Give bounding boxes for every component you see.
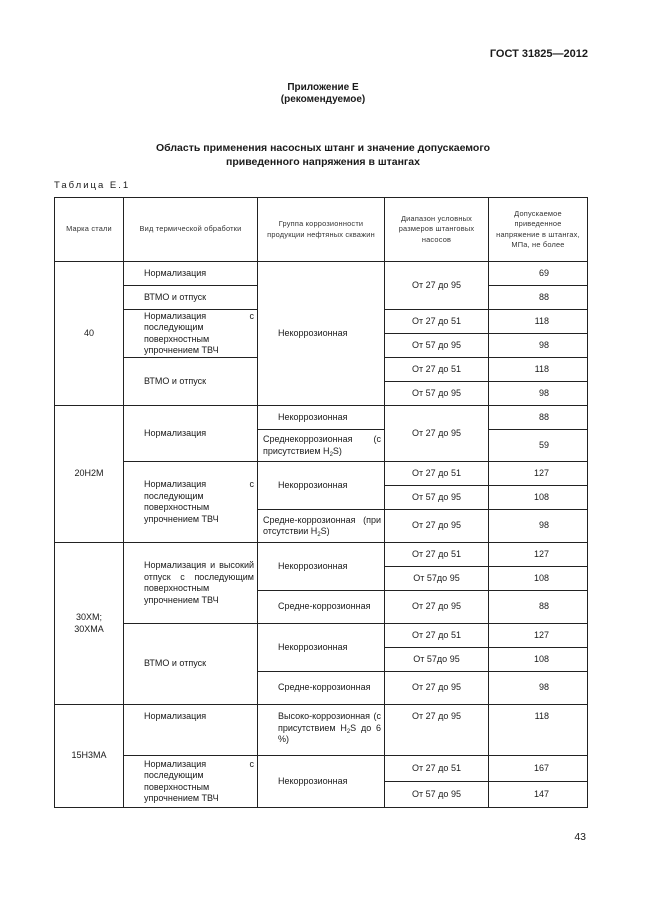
h2s-subscript: 2 — [346, 728, 351, 735]
section-title — [0, 141, 646, 169]
value-cell: 108 — [489, 486, 588, 510]
treatment-cell: ВТМО и отпуск — [124, 286, 258, 310]
range-cell: От 27 до 51 — [385, 624, 489, 648]
value-cell: 108 — [489, 567, 588, 591]
value-cell: 98 — [489, 382, 588, 406]
value-cell: 167 — [489, 756, 588, 782]
group-cell: Некоррозионная — [258, 543, 385, 591]
table-row — [55, 462, 588, 486]
header-corrosion-group: Группа коррозионности продукции нефтяных скважин — [258, 198, 385, 262]
treatment-cell: ВТМО и отпуск — [124, 358, 258, 406]
treatment-cell: Нормализация — [124, 406, 258, 462]
group-cell: Некоррозионная — [258, 262, 385, 406]
group-text-end: S) — [332, 445, 342, 456]
range-cell: От 27 до 95 — [385, 510, 489, 543]
group-text: Средне-коррозионная (при отсутствии H — [263, 514, 381, 536]
range-cell: От 27 до 95 — [385, 406, 489, 462]
value-cell: 98 — [489, 672, 588, 705]
treatment-cell: Нормализация с последующим поверхностным упрочнением ТВЧ — [124, 756, 258, 808]
range-cell: От 57 до 95 — [385, 382, 489, 406]
value-cell: 118 — [489, 310, 588, 334]
group-cell: Некоррозионная — [258, 624, 385, 672]
value-cell: 98 — [489, 334, 588, 358]
value-cell: 118 — [489, 705, 588, 756]
value-cell: 88 — [489, 406, 588, 430]
group-cell: Некоррозионная — [258, 406, 385, 430]
range-cell: От 27 до 95 — [385, 705, 489, 756]
range-cell: От 57до 95 — [385, 567, 489, 591]
value-cell: 118 — [489, 358, 588, 382]
range-cell: От 57 до 95 — [385, 782, 489, 808]
treatment-cell: Нормализация с последующим поверхностным упрочнением ТВЧ — [124, 310, 258, 358]
range-cell: От 27 до 95 — [385, 672, 489, 705]
range-cell: От 57 до 95 — [385, 486, 489, 510]
appendix-subtitle: (рекомендуемое) — [280, 94, 366, 105]
range-cell: От 27 до 95 — [385, 262, 489, 310]
treatment-cell: Нормализация и высокий отпуск с последующим поверхностным упрочнением ТВЧ — [124, 543, 258, 624]
range-cell: От 57 до 95 — [385, 334, 489, 358]
appendix-title: Приложение Е — [287, 82, 359, 93]
range-cell: От 27 до 95 — [385, 591, 489, 624]
grade-cell: 40 — [55, 262, 124, 406]
header-allowable-stress: Допускаемое приведенное напряжение в штангах, МПа, не более — [489, 198, 588, 262]
rod-application-table — [54, 197, 588, 808]
group-text-end: S) — [320, 526, 330, 536]
table-row — [55, 705, 588, 756]
grade-cell — [55, 543, 124, 705]
group-cell — [258, 705, 385, 756]
document-header: ГОСТ 31825—2012 — [489, 48, 588, 60]
h2s-subscript: 2 — [317, 532, 321, 538]
value-cell: 127 — [489, 624, 588, 648]
header-pump-range: Диапазон условных размеров штанговых насосов — [385, 198, 489, 262]
range-cell: От 27 до 51 — [385, 310, 489, 334]
treatment-cell: ВТМО и отпуск — [124, 624, 258, 705]
value-cell: 59 — [489, 430, 588, 462]
table-row — [55, 543, 588, 567]
table-row — [55, 406, 588, 430]
range-cell: От 27 до 51 — [385, 543, 489, 567]
table-row — [55, 624, 588, 648]
title-line-2: приведенного напряжения в штангах — [226, 156, 420, 168]
group-cell — [258, 430, 385, 462]
table-row — [55, 262, 588, 286]
group-cell: Некоррозионная — [258, 756, 385, 808]
value-cell: 98 — [489, 510, 588, 543]
header-heat-treatment: Вид термической обработки — [124, 198, 258, 262]
grade-line-1: 30ХМ; — [75, 612, 102, 622]
grade-cell: 20Н2М — [55, 406, 124, 543]
group-text: Высоко-коррозионная (с присутствием H — [278, 711, 381, 733]
table-caption: Таблица Е.1 — [54, 180, 131, 191]
title-line-1: Область применения насосных штанг и значение допускаемого — [156, 142, 490, 154]
value-cell: 147 — [489, 782, 588, 808]
grade-line-2: 30ХМА — [74, 623, 104, 634]
group-cell: Средне-коррозионная — [258, 591, 385, 624]
range-cell: От 27 до 51 — [385, 358, 489, 382]
group-text-end: S до 6 %) — [278, 722, 381, 744]
h2s-subscript: 2 — [329, 451, 333, 458]
value-cell: 108 — [489, 648, 588, 672]
treatment-cell: Нормализация — [124, 262, 258, 286]
treatment-cell: Нормализация с последующим поверхностным упрочнением ТВЧ — [124, 462, 258, 543]
header-steel-grade: Марка стали — [55, 198, 124, 262]
range-cell: От 27 до 51 — [385, 756, 489, 782]
table-header-row — [55, 198, 588, 262]
range-cell: От 27 до 51 — [385, 462, 489, 486]
value-cell: 127 — [489, 543, 588, 567]
group-text: Среднекоррозионная (с присутствием H — [263, 434, 381, 456]
value-cell: 88 — [489, 591, 588, 624]
group-cell — [258, 510, 385, 543]
grade-cell: 15Н3МА — [55, 705, 124, 808]
table-row — [55, 756, 588, 782]
value-cell: 127 — [489, 462, 588, 486]
treatment-cell: Нормализация — [124, 705, 258, 756]
value-cell: 88 — [489, 286, 588, 310]
group-cell: Некоррозионная — [258, 462, 385, 510]
range-cell: От 57до 95 — [385, 648, 489, 672]
group-cell: Средне-коррозионная — [258, 672, 385, 705]
value-cell: 69 — [489, 262, 588, 286]
page-number: 43 — [574, 831, 586, 843]
